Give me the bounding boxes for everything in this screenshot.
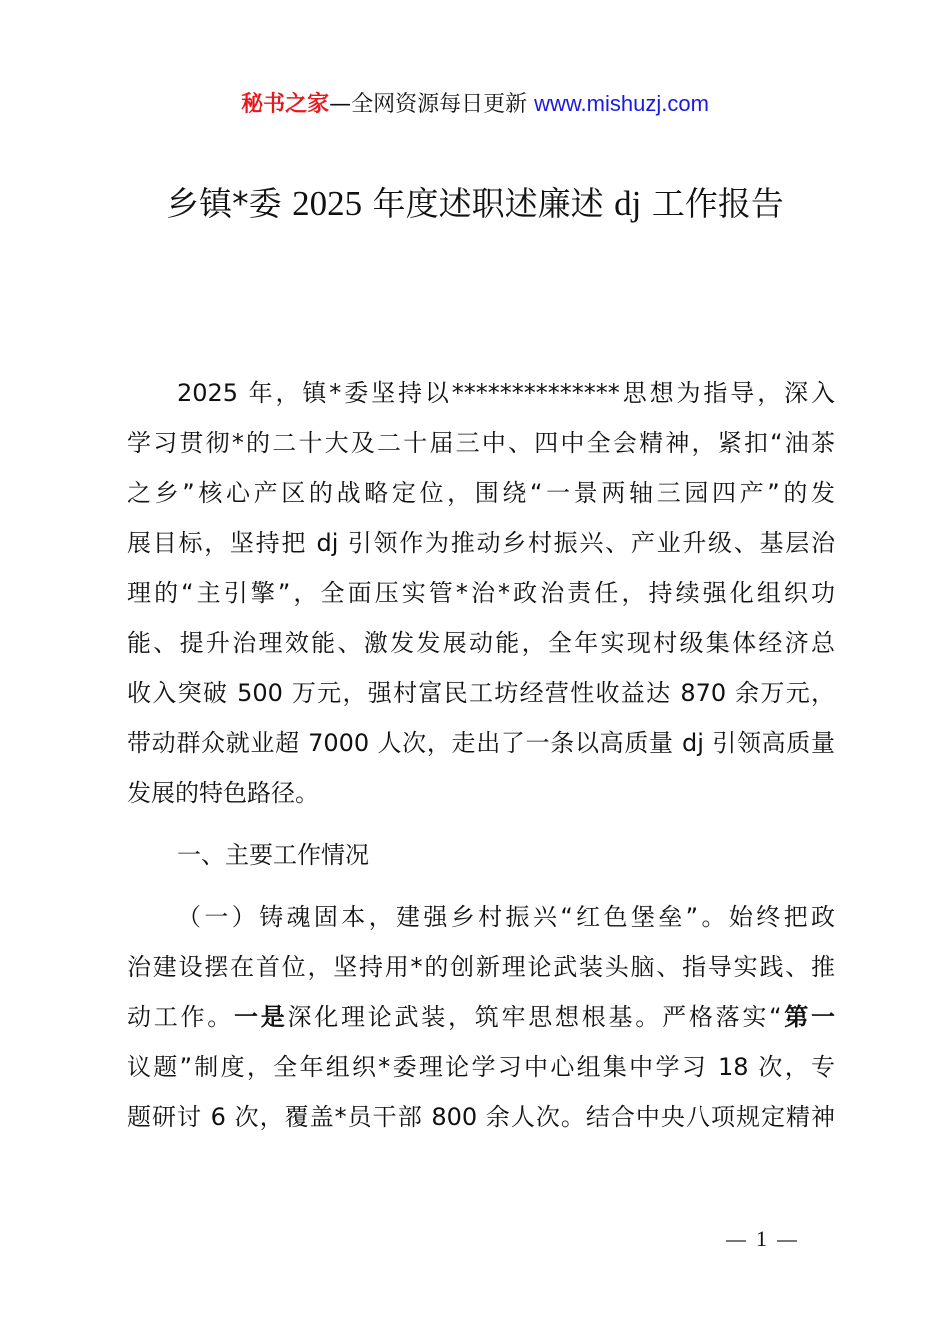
title-part-c: 工作报告 — [651, 184, 784, 223]
paragraph-line: 2025 年，镇*委坚持以**************思想为指导，深入 — [177, 379, 835, 407]
section-heading: 一、主要工作情况 — [177, 841, 369, 869]
title-year: 2025 — [292, 184, 363, 223]
bold-keyword: 第一 — [781, 1003, 836, 1031]
brand-name: 秘书之家 — [241, 92, 330, 117]
paragraph-line: 带动群众就业超 7000 人次，走出了一条以高质量 dj 引领高质量 — [127, 729, 835, 757]
subsection-paragraph — [127, 892, 835, 1142]
bold-keyword: 一是 — [234, 1003, 288, 1031]
paragraph-line: 能、提升治理效能、激发发展动能，全年实现村级集体经济总 — [127, 629, 835, 657]
document-title — [0, 182, 950, 226]
line-text: 动工作。 — [127, 1003, 235, 1031]
dash-left-icon — [726, 1240, 746, 1242]
page-footer — [716, 1225, 806, 1253]
paragraph-line: 收入突破 500 万元，强村富民工坊经营性收益达 870 余万元， — [127, 679, 835, 707]
paragraph-line: 之乡”核心产区的战略定位，围绕“一景两轴三园四产”的发 — [127, 479, 835, 507]
line-text: 深化理论武装，筑牢思想根基。严格落实“ — [287, 1003, 782, 1031]
document-body — [127, 368, 835, 1142]
intro-paragraph — [127, 368, 835, 818]
paragraph-line: 治建设摆在首位，坚持用*的创新理论武装头脑、指导实践、推 — [127, 953, 835, 981]
paragraph-line: 议题”制度，全年组织*委理论学习中心组集中学习 18 次，专 — [127, 1053, 835, 1081]
paragraph-line: 展目标，坚持把 dj 引领作为推动乡村振兴、产业升级、基层治 — [127, 529, 835, 557]
paragraph-line: 发展的特色路径。 — [127, 779, 319, 807]
title-dj: dj — [614, 184, 642, 223]
dash-right-icon — [777, 1240, 797, 1242]
paragraph-line: 学习贯彻*的二十大及二十届三中、四中全会精神，紧扣“油茶 — [127, 429, 835, 457]
title-part-b: 年度述职述廉述 — [372, 184, 604, 223]
title-part-a: 乡镇*委 — [166, 184, 282, 223]
paragraph-line: 理的“主引擎”，全面压实管*治*政治责任，持续强化组织功 — [127, 579, 835, 607]
site-url-link[interactable]: www.mishuzj.com — [534, 91, 709, 116]
paragraph-line: （一）铸魂固本，建强乡村振兴“红色堡垒”。始终把政 — [177, 903, 835, 931]
page-number: 1 — [756, 1226, 767, 1251]
paragraph-line: 题研讨 6 次，覆盖*员干部 800 余人次。结合中央八项规定精神 — [127, 1103, 835, 1131]
site-banner — [0, 88, 950, 121]
paragraph-line — [127, 992, 835, 1042]
banner-slogan: —全网资源每日更新 — [329, 92, 528, 117]
